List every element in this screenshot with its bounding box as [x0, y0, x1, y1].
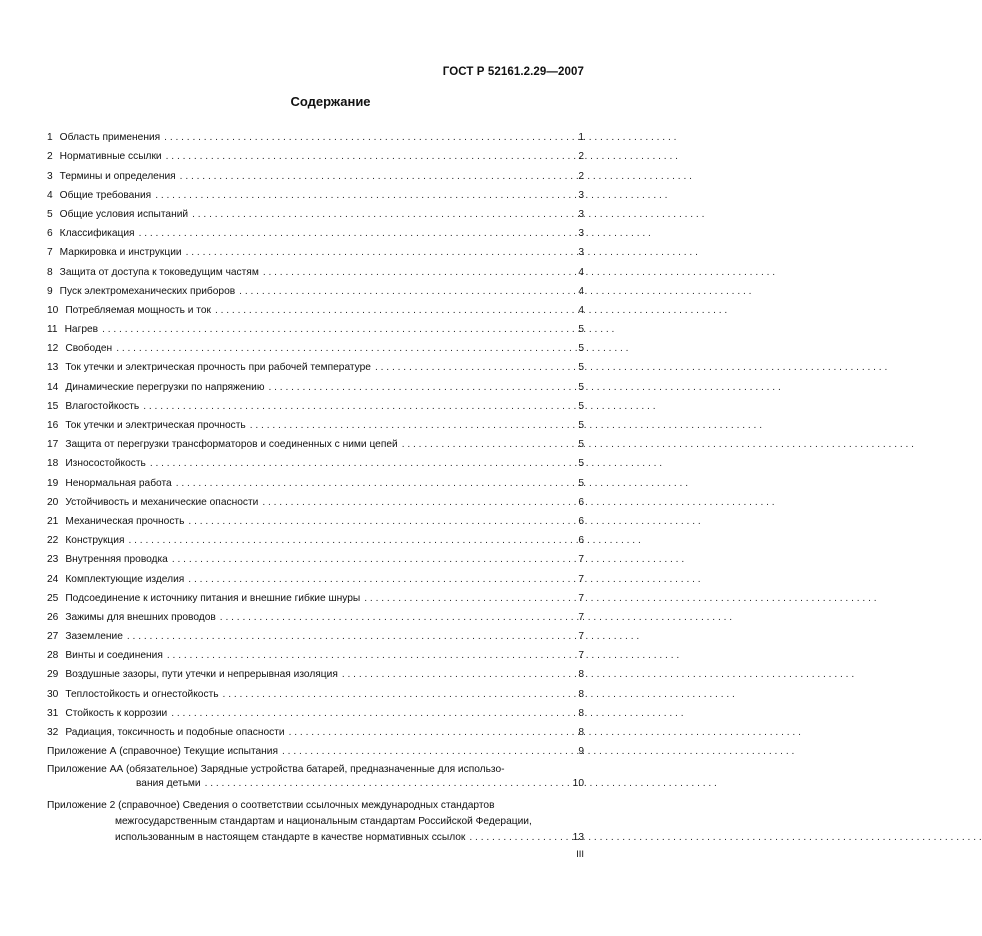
toc-entry[interactable] [47, 585, 584, 604]
toc-entry[interactable] [47, 604, 584, 623]
toc-entry[interactable] [47, 316, 584, 335]
toc-leader [146, 458, 579, 469]
toc-leader [167, 708, 578, 719]
toc-annex-page: 13 [572, 832, 584, 844]
toc-entry-label: Нормативные ссылки [59, 151, 162, 163]
toc-entry-label: Воздушные зазоры, пути утечки и непрерывная изоляция [65, 669, 338, 681]
toc-entry[interactable] [47, 354, 584, 373]
toc-entry-label: Зажимы для внешних проводов [65, 611, 216, 623]
toc-entry-label: Подсоединение к источнику питания и внешние гибкие шнуры [65, 592, 361, 604]
toc-entry-label: Радиация, токсичность и подобные опасности [65, 727, 285, 738]
toc-entry[interactable] [47, 412, 584, 431]
toc-entry-page: 7 [578, 631, 584, 643]
toc-annex-aa[interactable] [47, 757, 584, 789]
toc-entry-label: Общие требования [59, 189, 152, 201]
toc-entry-label: Ненормальная работа [65, 477, 172, 489]
toc-entry[interactable] [47, 719, 584, 738]
toc-entry[interactable] [47, 527, 584, 546]
toc-entry-label: Общие условия испытаний [59, 208, 189, 220]
toc-entry-number: 20 [47, 496, 59, 508]
toc-entry-number: 12 [47, 343, 59, 355]
toc-annex-label-cont: межгосударственным стандартам и национальным стандартам Российской Федерации, [115, 816, 532, 828]
toc-entry-number: 25 [47, 592, 59, 604]
toc-entry-number: 6 [47, 228, 53, 240]
toc-entry-label: Область применения [59, 132, 161, 144]
toc-annex-page: 10 [572, 778, 584, 790]
toc-entry-page: 5 [578, 381, 584, 393]
toc-annex-2[interactable] [47, 795, 584, 843]
toc-entry-label: Износостойкость [65, 458, 146, 470]
table-of-contents [47, 124, 584, 843]
toc-entry-page: 2 [578, 151, 584, 163]
toc-entry-label: Потребляемая мощность и ток [65, 304, 211, 316]
toc-entry-number: 17 [47, 439, 59, 451]
toc-title: Содержание [290, 94, 371, 109]
toc-entry-page: 5 [578, 343, 584, 355]
toc-leader [278, 746, 578, 757]
toc-leader [211, 305, 578, 316]
toc-entry[interactable] [47, 661, 584, 680]
toc-entry-page: 8 [578, 727, 584, 738]
toc-leader [465, 832, 572, 843]
toc-entry-label: Нагрев [64, 324, 99, 336]
toc-entry[interactable] [47, 469, 584, 488]
toc-annex-label: Приложение 2 (справочное) Сведения о соответствии ссылочных международных стандартов [47, 800, 495, 812]
toc-entry-label: Защита от перегрузки трансформаторов и соединенных с ними цепей [65, 439, 398, 451]
toc-entry-number: 14 [47, 381, 59, 393]
toc-entry-page: 8 [578, 707, 584, 719]
toc-annex-label-cont: использованным в настоящем стандарте в качестве нормативных ссылок [115, 832, 466, 844]
toc-entry-page: 3 [578, 228, 584, 240]
toc-entry-label: Конструкция [65, 535, 125, 547]
toc-entry-page: 1 [578, 132, 584, 144]
toc-leader [246, 420, 579, 431]
toc-leader [398, 439, 579, 450]
toc-entry-page: 6 [578, 496, 584, 508]
toc-leader [112, 343, 578, 354]
toc-entry-label: Теплостойкость и огнестойкость [65, 688, 219, 700]
toc-entry[interactable] [47, 565, 584, 584]
toc-entry-page: 7 [578, 611, 584, 623]
toc-entry-label: Маркировка и инструкции [59, 247, 182, 259]
toc-leader [201, 778, 573, 789]
toc-entry-number: 19 [47, 477, 59, 489]
toc-leader [188, 209, 578, 220]
toc-entry-page: 5 [578, 477, 584, 489]
toc-entry-page: 7 [578, 554, 584, 566]
toc-entry-number: 10 [47, 304, 59, 316]
toc-entry-page: 8 [578, 669, 584, 681]
toc-leader [258, 497, 578, 508]
toc-entry-number: 5 [47, 208, 53, 220]
toc-entry-number: 1 [47, 132, 53, 144]
toc-leader [360, 593, 578, 604]
toc-entry[interactable] [47, 431, 584, 450]
toc-leader [123, 631, 578, 642]
toc-leader [338, 669, 578, 680]
toc-entry-label: Механическая прочность [65, 515, 185, 527]
toc-entry-page: 5 [578, 420, 584, 431]
toc-entry-number: 18 [47, 458, 59, 470]
toc-entry-label: Пуск электромеханических приборов [59, 285, 236, 297]
toc-entry-page: 4 [578, 285, 584, 297]
toc-annex-label: Приложение А (справочное) Текущие испытания [47, 746, 278, 758]
toc-entry-page: 3 [578, 189, 584, 201]
toc-entry-number: 30 [47, 688, 59, 700]
toc-entry[interactable] [47, 450, 584, 469]
toc-entry-label: Динамические перегрузки по напряжению [65, 381, 265, 393]
toc-leader [216, 612, 579, 623]
toc-entry-page: 6 [578, 515, 584, 527]
toc-entry[interactable] [47, 220, 584, 239]
toc-entry-page: 8 [578, 688, 584, 700]
toc-entry-number: 27 [47, 631, 59, 643]
toc-entry[interactable] [47, 162, 584, 181]
toc-annex-label-cont: вания детьми [136, 778, 201, 790]
toc-entry[interactable] [47, 124, 584, 143]
toc-entry[interactable] [47, 508, 584, 527]
document-code: ГОСТ Р 52161.2.29—2007 [442, 66, 584, 78]
toc-entry-number: 4 [47, 189, 53, 201]
toc-annex-label: Приложение АА (обязательное) Зарядные устройства батарей, предназначенные для использо- [47, 764, 505, 776]
toc-entry[interactable] [47, 201, 584, 220]
toc-entry-page: 2 [578, 170, 584, 182]
toc-entry-number: 28 [47, 650, 59, 662]
toc-entry-number: 29 [47, 669, 59, 681]
toc-entry[interactable] [47, 546, 584, 565]
toc-leader [168, 554, 578, 565]
toc-entry[interactable] [47, 623, 584, 642]
toc-entry-label: Устойчивость и механические опасности [65, 496, 259, 508]
toc-entry-page: 5 [578, 400, 584, 412]
toc-entry-page: 5 [578, 458, 584, 470]
toc-leader [172, 478, 579, 489]
toc-entry-number: 2 [47, 151, 53, 163]
toc-entry-label: Заземление [65, 631, 123, 643]
toc-entry[interactable] [47, 182, 584, 201]
toc-leader [264, 382, 578, 393]
page-number: III [576, 849, 584, 860]
toc-entry-page: 7 [578, 573, 584, 585]
toc-entry-number: 32 [47, 727, 59, 738]
toc-leader [184, 574, 578, 585]
toc-entry-page: 7 [578, 592, 584, 604]
toc-entry-label: Влагостойкость [65, 400, 140, 412]
toc-leader [176, 171, 579, 182]
toc-leader [151, 190, 578, 201]
toc-entry-page: 3 [578, 208, 584, 220]
toc-entry-number: 11 [47, 324, 58, 336]
toc-entry[interactable] [47, 143, 584, 162]
toc-entry-number: 26 [47, 611, 59, 623]
toc-entry-label: Ток утечки и электрическая прочность [65, 420, 246, 431]
toc-entry-page: 4 [578, 266, 584, 278]
toc-entry-number: 9 [47, 285, 53, 297]
toc-entry[interactable] [47, 239, 584, 258]
toc-entry-number: 8 [47, 266, 53, 278]
toc-entry[interactable] [47, 489, 584, 508]
toc-leader [139, 401, 578, 412]
toc-leader [285, 727, 579, 738]
toc-annex-a[interactable] [47, 738, 584, 757]
toc-leader [182, 247, 579, 258]
toc-leader [184, 516, 578, 527]
toc-entry[interactable] [47, 393, 584, 412]
toc-entry-number: 22 [47, 535, 59, 547]
toc-entry-number: 15 [47, 400, 59, 412]
toc-entry-number: 23 [47, 554, 59, 566]
toc-leader [135, 228, 579, 239]
toc-entry-label: Винты и соединения [65, 650, 163, 662]
toc-leader [371, 362, 578, 373]
toc-entry-label: Комплектующие изделия [65, 573, 185, 585]
toc-entry-number: 16 [47, 420, 59, 431]
toc-entry-page: 4 [578, 304, 584, 316]
toc-entry[interactable] [47, 642, 584, 661]
toc-entry[interactable] [47, 335, 584, 354]
toc-entry-page: 7 [578, 650, 584, 662]
toc-entry[interactable] [47, 680, 584, 699]
toc-leader [98, 324, 578, 335]
toc-leader [163, 650, 578, 661]
toc-entry-number: 7 [47, 247, 53, 259]
toc-entry-number: 21 [47, 515, 59, 527]
toc-entry-page: 6 [578, 535, 584, 547]
toc-entry-page: 5 [578, 362, 584, 374]
toc-leader [219, 689, 579, 700]
toc-leader [235, 286, 578, 297]
toc-entry-label: Защита от доступа к токоведущим частям [59, 266, 259, 278]
toc-entry[interactable] [47, 700, 584, 719]
toc-leader [160, 132, 578, 143]
toc-entry-page: 5 [578, 439, 584, 451]
toc-entry[interactable] [47, 258, 584, 277]
toc-entry[interactable] [47, 373, 584, 392]
toc-annex-page: 9 [578, 746, 584, 758]
toc-entry-number: 13 [47, 362, 59, 374]
toc-entry-number: 3 [47, 170, 53, 182]
toc-entry-page: 5 [578, 324, 584, 336]
toc-annexes [47, 738, 584, 843]
toc-leader [162, 151, 579, 162]
toc-entry-label: Классификация [59, 228, 135, 240]
toc-entry-number: 31 [47, 707, 59, 719]
toc-entry[interactable] [47, 278, 584, 297]
toc-entries [47, 124, 584, 738]
toc-entry-label: Стойкость к коррозии [65, 707, 168, 719]
toc-entry-label: Свободен [65, 343, 113, 355]
toc-entry-label: Внутренняя проводка [65, 554, 168, 566]
toc-entry-number: 24 [47, 573, 59, 585]
toc-entry-label: Ток утечки и электрическая прочность при рабочей температуре [65, 362, 371, 374]
toc-entry-label: Термины и определения [59, 170, 176, 182]
toc-entry[interactable] [47, 297, 584, 316]
toc-entry-page: 3 [578, 247, 584, 259]
toc-leader [259, 267, 579, 278]
toc-leader [124, 535, 578, 546]
